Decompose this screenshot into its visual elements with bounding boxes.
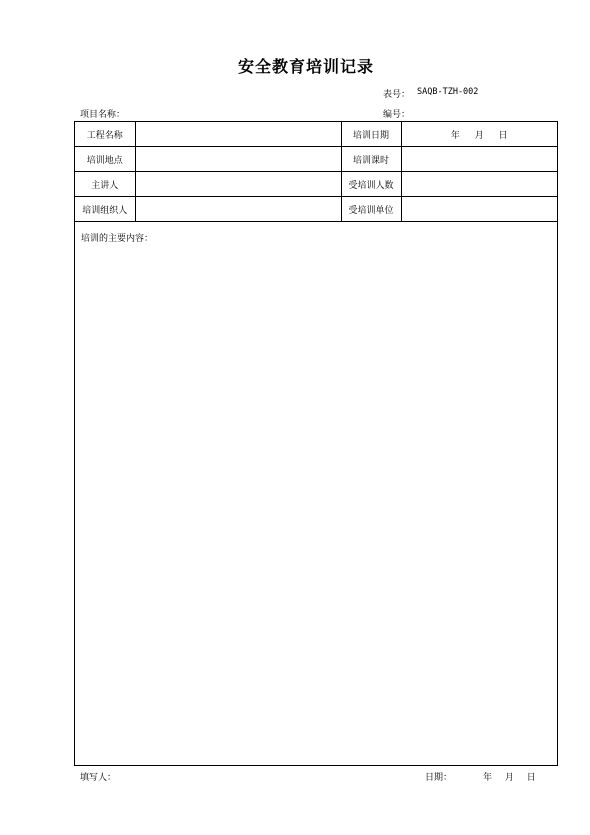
filler-label: 填写人： [80,773,117,783]
organizer-field[interactable] [135,197,341,222]
project-title-field[interactable] [135,122,341,147]
trainee-count-field[interactable] [401,172,557,197]
trainee-count-label: 受培训人数 [341,172,401,197]
training-location-field[interactable] [135,147,341,172]
training-record-form [74,121,558,766]
organizer-label: 培训组织人 [75,197,135,222]
table-row [75,197,557,222]
training-location-label: 培训地点 [75,147,135,172]
lecturer-field[interactable] [135,172,341,197]
trainee-unit-field[interactable] [401,197,557,222]
form-number-label: 表号： [383,90,411,100]
form-number-value: SAQB-TZH-002 [417,87,479,97]
footer-date-field[interactable] [483,770,546,783]
training-hours-field[interactable] [401,147,557,172]
main-content-label: 培训的主要内容： [81,234,154,244]
trainee-unit-label: 受培训单位 [341,197,401,222]
table-row [75,122,557,147]
footer-year-label: 年 [483,773,493,783]
training-hours-label: 培训课时 [341,147,401,172]
serial-number-label: 编号： [383,110,411,120]
page-title: 安全教育培训记录 [237,57,374,76]
training-date-label: 培训日期 [341,122,401,147]
training-date-field[interactable] [401,122,557,147]
day-label: 日 [498,130,508,141]
footer-day-label: 日 [526,773,536,783]
info-table [75,122,557,222]
project-name-label: 项目名称： [80,110,126,120]
project-title-label: 工程名称 [75,122,135,147]
lecturer-label: 主讲人 [75,172,135,197]
table-row [75,172,557,197]
month-label: 月 [474,130,484,141]
table-row [75,147,557,172]
year-label: 年 [450,130,460,141]
footer-month-label: 月 [504,773,514,783]
footer-date-label: 日期： [425,773,453,783]
